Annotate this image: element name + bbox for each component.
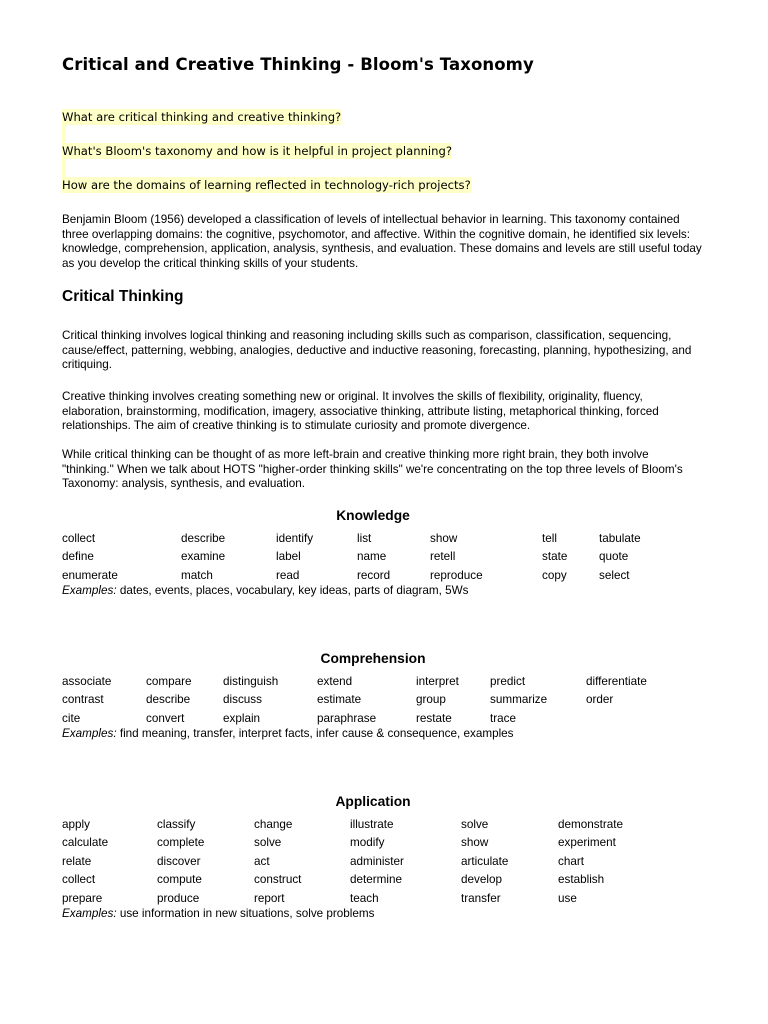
creative-paragraph: Creative thinking involves creating something new or original. It involves the skills of flexibility, originality, fluency, elaboration, brainstorming, modification, imagery, associative thinking, attribute listing, metaphorical thinking, forced relationships. The aim of creative thinking is to stimulate curiosity and promote divergence.: [62, 390, 659, 433]
verb-term: collect: [62, 532, 96, 545]
examples-line: [62, 727, 514, 740]
verb-term: name: [357, 550, 387, 564]
verb-term: illustrate: [350, 818, 394, 831]
verb-term: list: [357, 532, 372, 545]
verb-term: relate: [62, 854, 92, 868]
verb-term: label: [276, 550, 301, 564]
verb-term: solve: [254, 836, 282, 850]
verb-term: determine: [350, 873, 402, 887]
verb-term: quote: [599, 550, 629, 564]
section-title: Comprehension: [320, 651, 426, 666]
examples-line: [62, 584, 468, 597]
examples-text: use information in new situations, solve problems: [116, 907, 375, 920]
section-title: Application: [335, 794, 411, 809]
verb-term: copy: [542, 568, 567, 582]
verb-term: identify: [276, 532, 314, 545]
page-title: Critical and Creative Thinking - Bloom's Taxonomy: [62, 55, 534, 74]
verb-term: chart: [558, 854, 584, 868]
verb-term: predict: [490, 675, 526, 688]
verb-term: show: [430, 532, 458, 545]
verb-term: distinguish: [223, 675, 279, 688]
verb-term: administer: [350, 854, 404, 868]
verb-term: solve: [461, 818, 489, 831]
verb-term: estimate: [317, 693, 362, 707]
verb-term: order: [586, 693, 614, 707]
examples-text: dates, events, places, vocabulary, key ideas, parts of diagram, 5Ws: [116, 584, 469, 598]
examples-label: Examples:: [62, 584, 117, 598]
verb-term: develop: [461, 873, 502, 887]
verb-term: associate: [62, 675, 112, 688]
verb-term: use: [558, 891, 577, 905]
verb-term: reproduce: [430, 568, 483, 582]
verb-term: read: [276, 568, 300, 582]
verb-term: restate: [416, 711, 452, 725]
examples-text: find meaning, transfer, interpret facts, infer cause & consequence, examples: [116, 727, 514, 741]
verb-term: cite: [62, 711, 81, 725]
examples-label: Examples:: [62, 727, 117, 741]
verb-term: compute: [157, 873, 202, 887]
highlight-bar: [62, 123, 66, 145]
examples-label: Examples:: [62, 907, 117, 920]
verb-term: state: [542, 550, 568, 564]
verb-term: calculate: [62, 836, 109, 850]
verb-term: enumerate: [62, 568, 118, 582]
verb-term: prepare: [62, 891, 103, 905]
verb-term: retell: [430, 550, 456, 564]
verb-term: show: [461, 836, 489, 850]
verb-term: paraphrase: [317, 711, 377, 725]
hots-paragraph: While critical thinking can be thought of as more left-brain and creative thinking more right brain, they both involve "thinking." When we talk about HOTS "higher-order thinking skills" we're concentrating on the top three levels of Bloom's Taxonomy: analysis, synthesis, and evaluation.: [62, 448, 683, 491]
verb-term: examine: [181, 550, 226, 564]
verb-term: extend: [317, 675, 353, 688]
highlight-bar: [62, 157, 66, 179]
verb-term: apply: [62, 818, 90, 831]
verb-term: articulate: [461, 854, 509, 868]
section-title: Knowledge: [336, 508, 410, 523]
question-3: How are the domains of learning reflected in technology-rich projects?: [62, 178, 471, 192]
verb-term: tell: [542, 532, 557, 545]
verb-term: act: [254, 854, 270, 868]
verb-term: transfer: [461, 891, 501, 905]
verb-term: produce: [157, 891, 200, 905]
verb-term: describe: [181, 532, 226, 545]
question-1: What are critical thinking and creative thinking?: [62, 110, 342, 124]
verb-term: interpret: [416, 675, 459, 688]
verb-term: experiment: [558, 836, 616, 850]
verb-term: record: [357, 568, 391, 582]
verb-term: report: [254, 891, 285, 905]
question-2: What's Bloom's taxonomy and how is it helpful in project planning?: [62, 144, 453, 158]
verb-term: describe: [146, 693, 191, 707]
verb-term: construct: [254, 873, 302, 887]
intro-paragraph: Benjamin Bloom (1956) developed a classification of levels of intellectual behavior in learning. This taxonomy contained three overlapping domains: the cognitive, psychomotor, and affective. Within the cognitive domain, he identified six levels: knowledge, comprehension, application, analysis, synthesis, and evaluation. These domains and levels are still useful today as you develop the critical thinking skills of your students.: [62, 213, 702, 270]
verb-term: differentiate: [586, 675, 647, 688]
verb-term: complete: [157, 836, 205, 850]
verb-term: trace: [490, 711, 516, 725]
verb-term: change: [254, 818, 293, 831]
verb-term: convert: [146, 711, 185, 725]
verb-term: tabulate: [599, 532, 641, 545]
verb-term: teach: [350, 891, 379, 905]
verb-term: summarize: [490, 693, 548, 707]
verb-term: explain: [223, 711, 261, 725]
verb-term: select: [599, 568, 630, 582]
verb-term: discuss: [223, 693, 262, 707]
verb-term: define: [62, 550, 94, 564]
critical-paragraph: Critical thinking involves logical thinking and reasoning including skills such as comparison, classification, sequencing, cause/effect, patterning, webbing, analogies, deductive and inductive reasoning, forecasting, planning, hypothesizing, and critiquing.: [62, 329, 692, 372]
verb-term: group: [416, 693, 446, 707]
verb-term: demonstrate: [558, 818, 623, 831]
examples-line: [62, 907, 374, 920]
verb-term: match: [181, 568, 213, 582]
verb-term: classify: [157, 818, 196, 831]
verb-term: modify: [350, 836, 385, 850]
verb-term: establish: [558, 873, 605, 887]
critical-thinking-heading: Critical Thinking: [62, 288, 184, 305]
verb-term: compare: [146, 675, 192, 688]
verb-term: collect: [62, 873, 96, 887]
verb-term: discover: [157, 854, 201, 868]
verb-term: contrast: [62, 693, 104, 707]
